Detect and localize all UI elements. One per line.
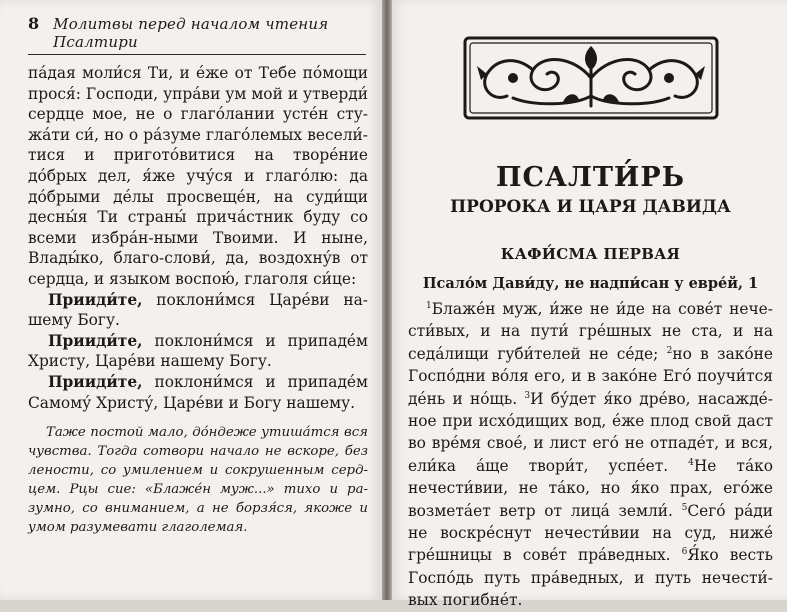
invocation-3 [28,372,368,413]
invocation-2 [28,331,368,372]
verse-number: 1 [426,300,432,311]
verse-text: Не та́ко нечести́вии, не та́ко, но я́ко прах, его́же возмета́ет ветр от лица́ земли́. [408,456,774,520]
invocation-lead: Прииди́те, [48,372,143,391]
invocation-rest: поклони́мся Царе́ви на-шему Богу. [28,290,368,330]
rubric-instruction: Таже постой мало, до́ндеже утиша́тся вся чувства. Тогда сотвори начало не вскоре, без лености, со умилением и сокрушенным серд-цем. Рцы сие: «Блаже́н муж...» тихо и ра-зумно, со вниманием, а не борзя́ся, якоже и умом разумевати глаголемая. [28,425,368,536]
verse-text: Сего́ ра́ди не воскре́снут нечести́вии на суд, ниже́ гре́шницы в сове́т пра́ведных. [408,501,773,565]
prayer-body [28,63,368,413]
verse-text: но в зако́не Госпо́дни во́ля его, и в зако́не Его́ поучи́тся де́нь и но́щь. [408,344,774,408]
psalter-subtitle: ПРОРОКА И ЦАРЯ ДАВИДА [450,197,731,217]
verse-number: 3 [524,390,531,401]
floral-ornament-icon [463,36,719,120]
invocation-1 [28,290,368,331]
invocation-lead: Прииди́те, [48,331,143,350]
verse-number: 6 [681,547,688,558]
verse-text: И бу́дет я́ко дре́во, насажде́-ное при исхо́дищих вод, е́же плод свой даст во вре́мя свое́, и лист его́ не отпаде́т, и вся, ели́ка а́ще твори́т, успе́ет. [408,389,773,475]
verse-number: 2 [666,345,673,356]
verse-text: Я́ко весть Госпо́дь путь пра́ведных, и путь нечести́-вых погибне́т. [408,546,773,610]
kathisma-heading: КАФИ́СМА ПЕРВАЯ [500,245,681,263]
book-gutter [382,0,392,600]
left-page [0,0,382,600]
verse-number: 5 [681,502,688,513]
running-title: Молитвы перед началом чтения Псалтири [53,15,329,51]
right-page [392,0,787,610]
page-number: 8 [28,14,40,33]
invocation-rest: поклони́мся и припаде́м Самому́ Христу́, Царе́ви и Богу нашему. [28,372,368,412]
verse-text: Блаже́н муж, и́же не и́де на сове́т нече-сти́вых, и на пути́ гре́шных не ста, и на седа́лищи губи́телей не се́де; [408,300,773,363]
invocation-lead: Прииди́те, [48,290,143,309]
verse-number: 4 [688,457,694,468]
psalter-title: ПСАЛТИ́РЬ [495,162,686,193]
psalm-heading: Псало́м Дави́ду, не надпи́сан у евре́й, 1 [422,275,759,292]
prayer-paragraph: па́дая моли́ся Ти, и е́же от Тебе по́мощи прося́: Господи, упра́ви ум мой и утверди́ сердце мое, не о глаго́лании усте́н сту-жа́ти си́, но о ра́зуме глаго́лемых весели́-тися и пригото́витися на творе́ние до́брых дел, я́же учу́ся и глаго́лю: да до́брыми де́лы просвеще́н, на суди́щи десны́я Ти страны́ прича́стник буду со всеми избра́н-ными Твоими. И ныне, Влады́ко, благо-слови́, да, воздохну́в от сердца, и языком воспою́, глаголя си́це: [28,64,368,288]
psalm-text [408,298,773,612]
invocation-rest: поклони́мся и припаде́м Христу, Царе́ви нашему Богу. [28,331,368,371]
running-head [28,14,366,55]
